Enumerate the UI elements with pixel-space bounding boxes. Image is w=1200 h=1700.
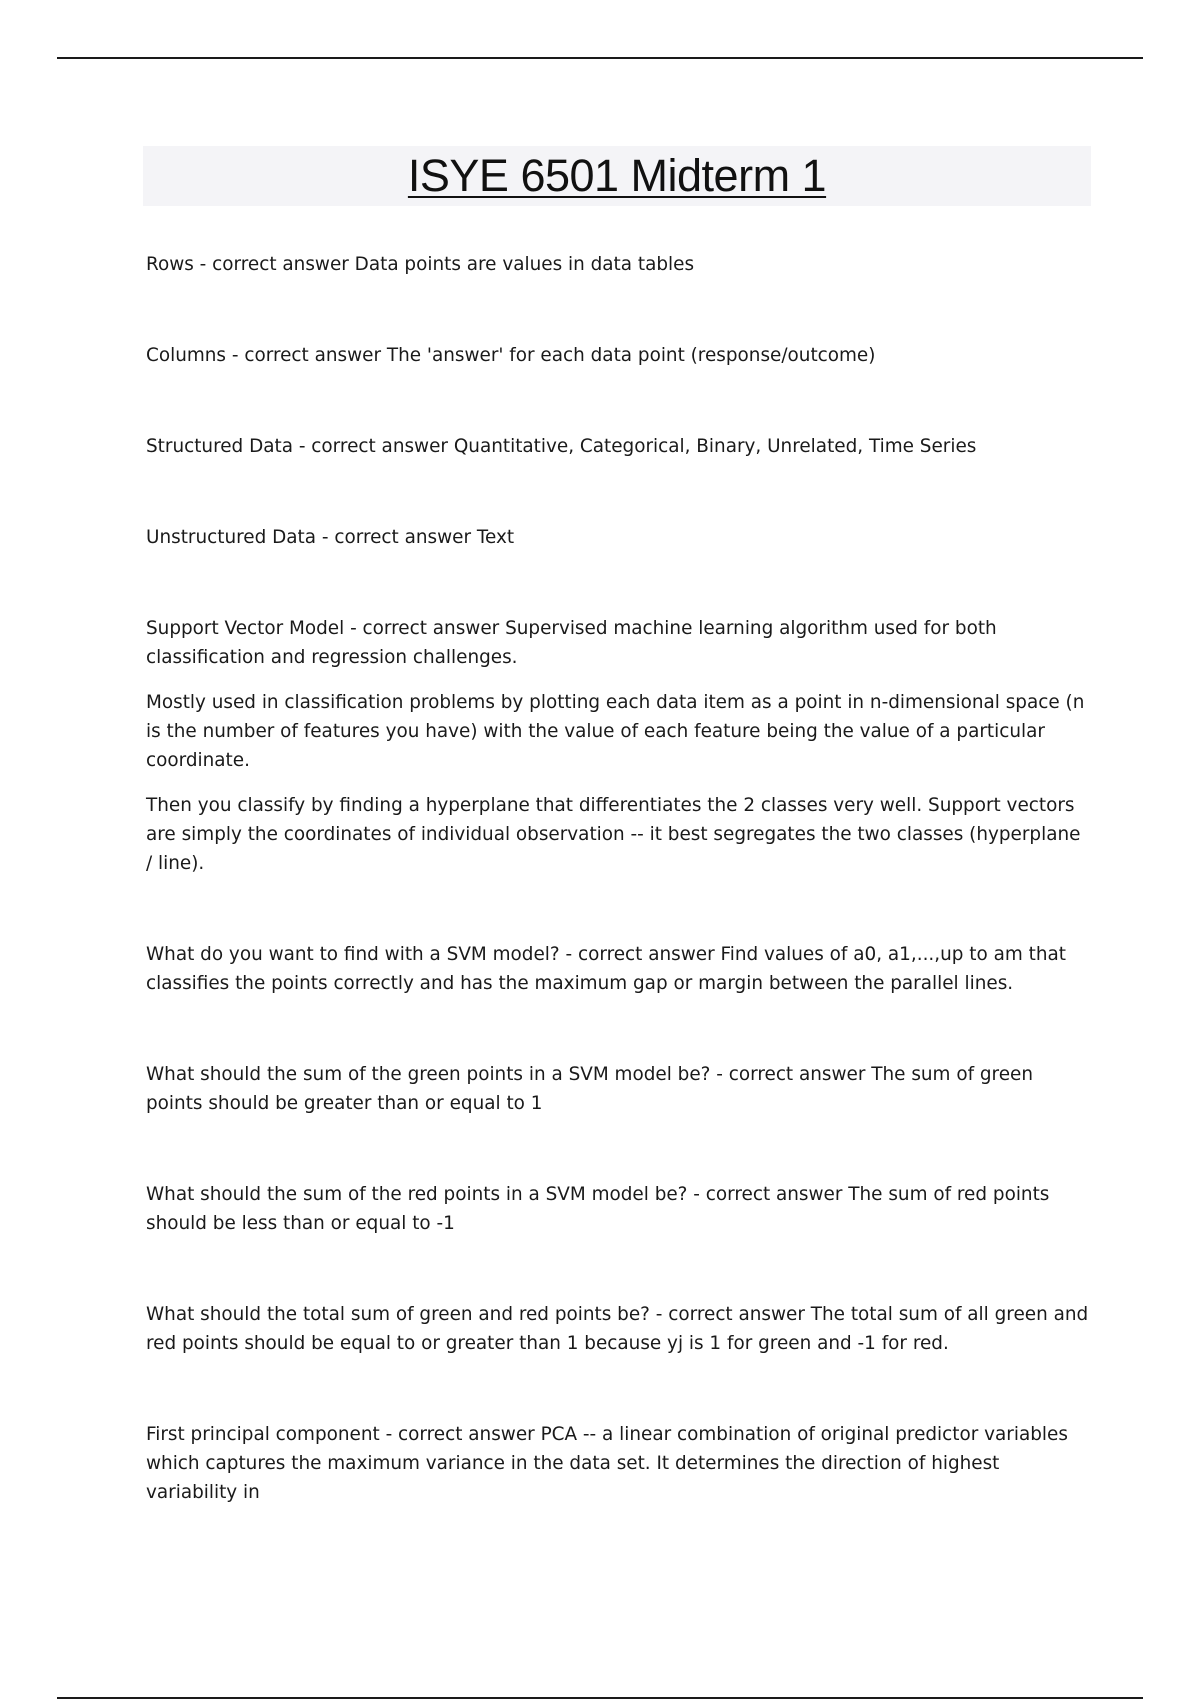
entry-term: What should the sum of the red points in a SVM model be? bbox=[146, 1184, 688, 1205]
entry-separator: - correct answer bbox=[292, 436, 454, 457]
entry-rows bbox=[146, 250, 1092, 279]
entry-unstructured-data bbox=[146, 523, 1092, 552]
title-band bbox=[143, 146, 1091, 206]
bottom-rule bbox=[57, 1697, 1143, 1699]
entry-term: What do you want to find with a SVM model? bbox=[146, 944, 560, 965]
page-title: ISYE 6501 Midterm 1 bbox=[407, 150, 827, 201]
entry-separator: - correct answer bbox=[226, 345, 387, 366]
entry-columns bbox=[146, 341, 1092, 370]
entry-term: Structured Data bbox=[146, 436, 293, 457]
entry-answer: Find values of a0, a1,...,up to am that classifies the points correctly and has the maximum gap or margin between the parallel lines. bbox=[146, 944, 1066, 994]
entry-term: What should the sum of the green points in a SVM model be? bbox=[146, 1064, 711, 1085]
entry-separator: - correct answer bbox=[710, 1064, 872, 1085]
entry-answer: PCA -- a linear combination of original predictor variables which captures the maximum variance in the data set. It determines the direction of highest variability in bbox=[146, 1424, 1068, 1503]
entry-answer: The sum of red points should be less than or equal to -1 bbox=[146, 1184, 1050, 1234]
entry-answer: The sum of green points should be greater than or equal to 1 bbox=[146, 1064, 1034, 1114]
entry-separator: - correct answer bbox=[193, 254, 355, 275]
entry-answer: The 'answer' for each data point (response/outcome) bbox=[386, 345, 876, 366]
entry-separator: - correct answer bbox=[559, 944, 721, 965]
entry-answer: The total sum of all green and red points should be equal to or greater than 1 because yj is 1 for green and -1 for red. bbox=[146, 1304, 1089, 1354]
entry-separator: - correct answer bbox=[316, 527, 477, 548]
entry-svm-find bbox=[146, 940, 1092, 998]
document-body bbox=[146, 250, 1092, 1507]
entry-term: Support Vector Model bbox=[146, 618, 345, 639]
entry-structured-data bbox=[146, 432, 1092, 461]
entry-first-principal-component bbox=[146, 1420, 1092, 1507]
top-rule bbox=[57, 57, 1143, 59]
entry-red-points bbox=[146, 1180, 1092, 1238]
entry-answer: Data points are values in data tables bbox=[354, 254, 695, 275]
svm-detail-paragraph-2: Then you classify by finding a hyperplane that differentiates the 2 classes very well. Support vectors are simply the coordinates of individual observation -- it best segregates the two classes (hyperplane / line). bbox=[146, 795, 1081, 874]
entry-support-vector-model bbox=[146, 614, 1092, 672]
entry-answer: Quantitative, Categorical, Binary, Unrelated, Time Series bbox=[453, 436, 977, 457]
svm-detail-paragraph-1: Mostly used in classification problems by plotting each data item as a point in n-dimensional space (n is the number of features you have) with the value of each feature being the value of a particular coordinate. bbox=[146, 692, 1085, 771]
entry-term: Rows bbox=[146, 254, 194, 275]
entry-separator: - correct answer bbox=[687, 1184, 849, 1205]
entry-answer: Text bbox=[476, 527, 515, 548]
entry-separator: - correct answer bbox=[344, 618, 506, 639]
entry-answer: Supervised machine learning algorithm used for both classification and regression challenges. bbox=[146, 618, 997, 668]
entry-term: Columns bbox=[146, 345, 227, 366]
entry-term: What should the total sum of green and red points be? bbox=[146, 1304, 650, 1325]
entry-term: First principal component bbox=[146, 1424, 380, 1445]
entry-separator: - correct answer bbox=[649, 1304, 811, 1325]
entry-term: Unstructured Data bbox=[146, 527, 317, 548]
entry-separator: - correct answer bbox=[379, 1424, 541, 1445]
entry-total-sum bbox=[146, 1300, 1092, 1358]
entry-green-points bbox=[146, 1060, 1092, 1118]
